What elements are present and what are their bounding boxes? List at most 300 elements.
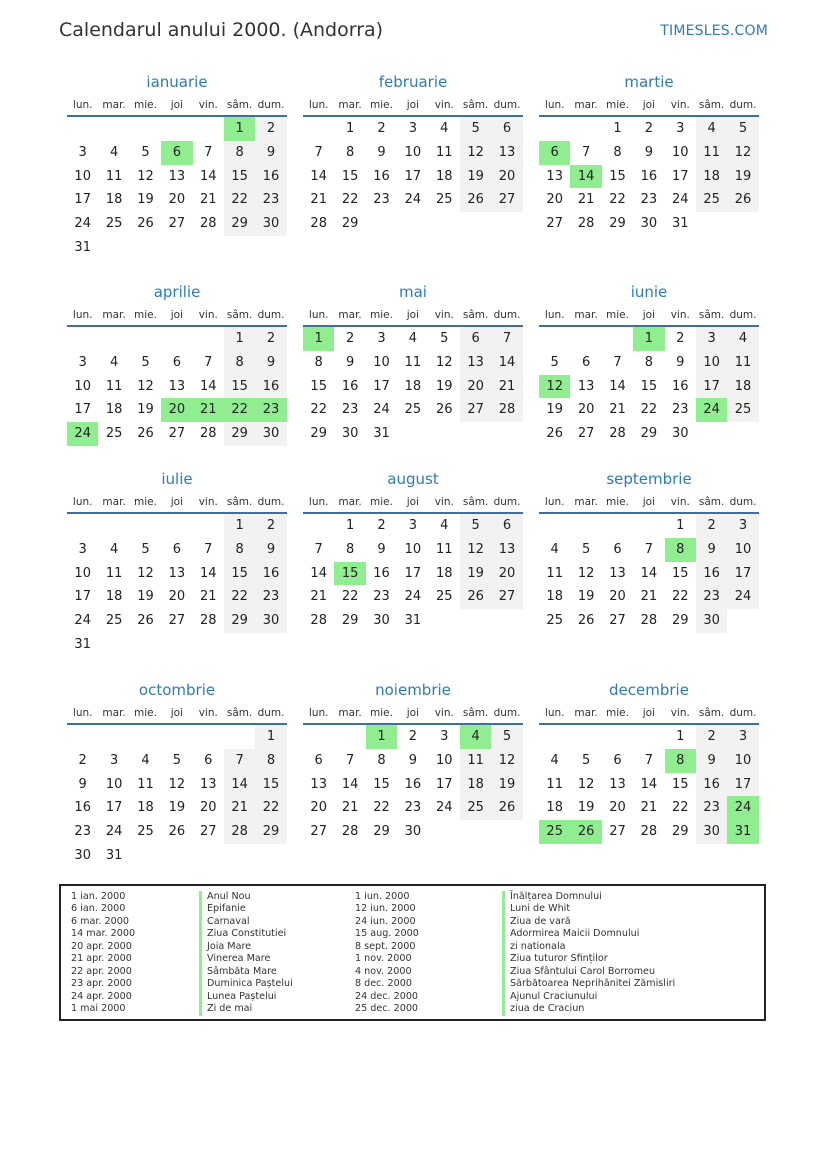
day-cell: 9 bbox=[345, 354, 355, 370]
empty-cell bbox=[727, 422, 758, 446]
empty-cell bbox=[130, 633, 161, 657]
empty-cell bbox=[98, 514, 129, 538]
empty-cell bbox=[224, 725, 255, 749]
empty-cell bbox=[98, 327, 129, 351]
day-cell: 9 bbox=[676, 354, 685, 370]
day-cell: 3 bbox=[78, 354, 87, 370]
day-grid bbox=[539, 514, 759, 633]
day-cell: 24 bbox=[105, 824, 123, 840]
day-cell: 25 bbox=[105, 216, 123, 232]
day-cell: 1 bbox=[613, 121, 622, 136]
empty-cell bbox=[429, 820, 460, 844]
day-cell: 9 bbox=[255, 141, 286, 165]
day-cell: 13 bbox=[310, 776, 327, 792]
month-2 bbox=[303, 71, 523, 236]
week-row bbox=[539, 212, 759, 236]
week-row bbox=[303, 796, 523, 820]
week-row bbox=[303, 351, 523, 375]
day-cell: 25 bbox=[137, 824, 154, 840]
day-cell: 29 bbox=[671, 824, 689, 840]
day-cell: 9 bbox=[377, 144, 386, 160]
day-cell: 31 bbox=[74, 636, 91, 652]
day-cell: 4 bbox=[440, 518, 449, 533]
day-cell: 9 bbox=[377, 541, 386, 557]
day-cell: 2 bbox=[696, 725, 727, 749]
day-cell: 8 bbox=[644, 354, 653, 370]
holiday-name: Anul Nou bbox=[199, 891, 293, 903]
weekday-label: lun. bbox=[72, 309, 93, 321]
weekday-label: lun. bbox=[72, 496, 93, 508]
site-logo[interactable]: TIMESLES.COM bbox=[660, 23, 768, 39]
day-cell: 5 bbox=[141, 354, 150, 370]
day-cell: 5 bbox=[141, 541, 150, 557]
day-cell: 2 bbox=[345, 331, 355, 346]
day-cell: 24 bbox=[67, 422, 98, 446]
day-cell: 25 bbox=[546, 613, 563, 629]
day-grid bbox=[67, 117, 287, 260]
weekday-label: sâm. bbox=[698, 707, 725, 719]
empty-cell bbox=[255, 236, 286, 260]
day-cell: 6 bbox=[161, 141, 192, 165]
month-name: octombrie bbox=[138, 681, 216, 699]
weekday-label: vin. bbox=[434, 707, 454, 719]
weekday-label: vin. bbox=[670, 707, 690, 719]
day-cell: 4 bbox=[550, 541, 559, 557]
day-cell: 27 bbox=[577, 426, 595, 442]
day-cell: 20 bbox=[577, 402, 595, 418]
empty-cell bbox=[161, 633, 192, 657]
holiday-dates-column-1 bbox=[71, 891, 135, 1016]
weekday-label: vin. bbox=[198, 309, 218, 321]
weekday-label: vin. bbox=[670, 496, 690, 508]
day-cell: 27 bbox=[460, 398, 491, 422]
weekday-label: mie. bbox=[134, 309, 157, 321]
day-cell: 10 bbox=[671, 144, 689, 160]
day-cell: 2 bbox=[676, 331, 685, 346]
day-cell: 16 bbox=[696, 562, 727, 586]
day-cell: 31 bbox=[727, 820, 758, 844]
weekday-label: lun. bbox=[544, 99, 565, 111]
holiday-date: 1 nov. 2000 bbox=[355, 953, 412, 965]
day-cell: 31 bbox=[74, 239, 91, 255]
week-row bbox=[67, 633, 287, 657]
day-grid bbox=[67, 514, 287, 657]
day-cell: 10 bbox=[105, 776, 123, 792]
day-cell: 25 bbox=[105, 613, 123, 629]
day-cell: 22 bbox=[671, 800, 689, 816]
day-cell: 6 bbox=[172, 354, 181, 370]
day-cell: 16 bbox=[74, 800, 91, 816]
day-cell: 13 bbox=[168, 565, 186, 581]
day-cell: 7 bbox=[345, 752, 355, 768]
weekday-label: mar. bbox=[574, 99, 598, 111]
day-cell: 15 bbox=[671, 565, 689, 581]
day-cell: 22 bbox=[224, 585, 255, 609]
week-row bbox=[539, 117, 759, 141]
day-cell: 15 bbox=[224, 562, 255, 586]
day-cell: 8 bbox=[224, 141, 255, 165]
holiday-name: Joia Mare bbox=[199, 941, 293, 953]
weekday-label: dum. bbox=[729, 309, 757, 321]
holiday-name: Ziua Sfântului Carol Borromeu bbox=[502, 966, 675, 978]
weekday-label: joi bbox=[406, 309, 419, 321]
week-row bbox=[303, 609, 523, 633]
day-cell: 13 bbox=[168, 378, 186, 394]
holiday-name: Vinerea Mare bbox=[199, 953, 293, 965]
day-cell: 22 bbox=[255, 796, 286, 820]
day-cell: 16 bbox=[373, 565, 390, 581]
weekday-label: mie. bbox=[606, 707, 629, 719]
weekday-label: mar. bbox=[338, 309, 362, 321]
week-row bbox=[303, 398, 523, 422]
week-row bbox=[539, 725, 759, 749]
day-cell: 7 bbox=[613, 354, 622, 370]
day-cell: 29 bbox=[224, 212, 255, 236]
empty-cell bbox=[602, 514, 633, 538]
week-row bbox=[539, 141, 759, 165]
month-name: aprilie bbox=[153, 283, 201, 301]
weekday-label: mie. bbox=[134, 496, 157, 508]
week-row bbox=[539, 188, 759, 212]
weekday-label: mar. bbox=[102, 496, 126, 508]
day-cell: 20 bbox=[546, 192, 563, 208]
day-cell: 5 bbox=[581, 752, 591, 768]
empty-cell bbox=[727, 212, 758, 236]
weekday-label: dum. bbox=[257, 309, 285, 321]
day-cell: 1 bbox=[224, 327, 255, 351]
empty-cell bbox=[633, 725, 664, 749]
day-cell: 28 bbox=[640, 613, 658, 629]
day-cell: 8 bbox=[377, 752, 386, 768]
day-cell: 21 bbox=[609, 402, 626, 418]
weekday-header bbox=[303, 703, 523, 725]
weekday-header bbox=[303, 95, 523, 117]
weekday-label: mar. bbox=[102, 309, 126, 321]
day-cell: 9 bbox=[255, 351, 286, 375]
empty-cell bbox=[130, 327, 161, 351]
week-row bbox=[67, 562, 287, 586]
holiday-date: 22 apr. 2000 bbox=[71, 965, 132, 977]
holiday-date: 15 aug. 2000 bbox=[355, 928, 419, 940]
week-row bbox=[67, 796, 287, 820]
day-cell: 15 bbox=[373, 776, 390, 792]
day-cell: 10 bbox=[74, 168, 91, 184]
week-row bbox=[539, 585, 759, 609]
day-cell: 3 bbox=[676, 121, 685, 136]
holiday-date: 24 iun. 2000 bbox=[355, 915, 416, 927]
weekday-label: joi bbox=[406, 99, 419, 111]
day-cell: 6 bbox=[314, 752, 323, 768]
day-cell: 10 bbox=[696, 351, 727, 375]
day-cell: 18 bbox=[696, 165, 727, 189]
weekday-label: dum. bbox=[729, 496, 757, 508]
empty-cell bbox=[255, 844, 286, 868]
day-cell: 27 bbox=[491, 188, 522, 212]
day-cell: 19 bbox=[577, 800, 595, 816]
weekday-label: mar. bbox=[338, 496, 362, 508]
empty-cell bbox=[633, 514, 664, 538]
day-cell: 11 bbox=[137, 776, 154, 792]
day-cell: 18 bbox=[404, 378, 422, 394]
empty-cell bbox=[193, 327, 224, 351]
day-cell: 10 bbox=[727, 749, 758, 773]
day-cell: 2 bbox=[78, 752, 87, 768]
empty-cell bbox=[130, 236, 161, 260]
day-cell: 4 bbox=[460, 725, 491, 749]
day-cell: 9 bbox=[644, 144, 653, 160]
holiday-date: 4 nov. 2000 bbox=[355, 965, 412, 977]
empty-cell bbox=[602, 725, 633, 749]
day-cell: 24 bbox=[435, 800, 453, 816]
day-cell: 21 bbox=[199, 589, 217, 605]
weekday-label: joi bbox=[642, 99, 655, 111]
day-cell: 19 bbox=[727, 165, 758, 189]
weekday-header bbox=[539, 703, 759, 725]
day-cell: 19 bbox=[577, 589, 595, 605]
day-cell: 12 bbox=[577, 565, 595, 581]
weekday-label: joi bbox=[642, 707, 655, 719]
week-row bbox=[67, 773, 287, 797]
weekday-label: mar. bbox=[102, 99, 126, 111]
day-cell: 29 bbox=[310, 426, 327, 442]
day-cell: 26 bbox=[137, 613, 154, 629]
weekday-label: vin. bbox=[434, 496, 454, 508]
empty-cell bbox=[98, 117, 129, 141]
day-cell: 23 bbox=[404, 800, 422, 816]
day-cell: 29 bbox=[341, 216, 359, 232]
weekday-label: joi bbox=[406, 707, 419, 719]
day-cell: 3 bbox=[408, 518, 417, 533]
day-cell: 29 bbox=[255, 820, 286, 844]
day-cell: 7 bbox=[204, 354, 213, 370]
day-cell: 14 bbox=[310, 565, 327, 581]
week-row bbox=[539, 820, 759, 844]
day-cell: 14 bbox=[609, 378, 626, 394]
day-cell: 17 bbox=[727, 562, 758, 586]
day-cell: 18 bbox=[105, 589, 123, 605]
day-cell: 11 bbox=[105, 168, 123, 184]
day-cell: 23 bbox=[696, 796, 727, 820]
empty-cell bbox=[696, 212, 727, 236]
empty-cell bbox=[67, 725, 98, 749]
weekday-label: mar. bbox=[338, 99, 362, 111]
month-name: februarie bbox=[378, 73, 448, 91]
day-cell: 2 bbox=[377, 121, 386, 136]
empty-cell bbox=[460, 820, 491, 844]
week-row bbox=[67, 609, 287, 633]
day-cell: 5 bbox=[172, 752, 181, 768]
day-cell: 12 bbox=[137, 168, 154, 184]
day-cell: 19 bbox=[460, 562, 491, 586]
day-cell: 9 bbox=[696, 749, 727, 773]
month-name: august bbox=[387, 470, 439, 488]
weekday-label: sâm. bbox=[226, 707, 253, 719]
holiday-date: 1 iun. 2000 bbox=[355, 891, 410, 902]
weekday-label: mie. bbox=[606, 309, 629, 321]
day-cell: 25 bbox=[696, 188, 727, 212]
day-cell: 14 bbox=[224, 773, 255, 797]
week-row bbox=[67, 117, 287, 141]
day-cell: 15 bbox=[341, 168, 359, 184]
day-cell: 30 bbox=[74, 847, 91, 863]
day-cell: 14 bbox=[199, 565, 217, 581]
day-cell: 10 bbox=[404, 541, 422, 557]
holiday-names-column-2 bbox=[502, 891, 675, 1016]
empty-cell bbox=[303, 725, 334, 749]
weekday-label: joi bbox=[642, 309, 655, 321]
day-cell: 22 bbox=[609, 192, 626, 208]
empty-cell bbox=[193, 844, 224, 868]
empty-cell bbox=[130, 514, 161, 538]
weekday-label: vin. bbox=[670, 309, 690, 321]
day-cell: 30 bbox=[341, 426, 359, 442]
day-cell: 12 bbox=[727, 141, 758, 165]
day-cell: 27 bbox=[168, 613, 186, 629]
day-cell: 28 bbox=[577, 216, 595, 232]
week-row bbox=[539, 165, 759, 189]
day-cell: 2 bbox=[255, 327, 286, 351]
empty-cell bbox=[193, 633, 224, 657]
day-grid bbox=[539, 117, 759, 236]
day-cell: 21 bbox=[224, 796, 255, 820]
day-cell: 20 bbox=[460, 375, 491, 399]
day-cell: 4 bbox=[408, 331, 417, 346]
empty-cell bbox=[193, 725, 224, 749]
day-cell: 5 bbox=[141, 144, 150, 160]
day-cell: 17 bbox=[373, 378, 390, 394]
weekday-label: lun. bbox=[544, 309, 565, 321]
holiday-name: zi nationala bbox=[502, 941, 675, 953]
day-cell: 23 bbox=[255, 585, 286, 609]
day-cell: 10 bbox=[404, 144, 422, 160]
day-cell: 28 bbox=[199, 426, 217, 442]
month-11 bbox=[303, 679, 523, 844]
day-cell: 30 bbox=[255, 422, 286, 446]
weekday-header bbox=[67, 492, 287, 514]
empty-cell bbox=[224, 236, 255, 260]
day-cell: 17 bbox=[404, 168, 422, 184]
weekday-label: joi bbox=[170, 707, 183, 719]
day-cell: 28 bbox=[491, 398, 522, 422]
holiday-date: 8 sept. 2000 bbox=[355, 940, 416, 952]
holiday-date: 24 dec. 2000 bbox=[355, 990, 419, 1002]
week-row bbox=[303, 514, 523, 538]
page-title: Calendarul anului 2000. (Andorra) bbox=[59, 19, 384, 41]
day-cell: 1 bbox=[345, 121, 355, 136]
empty-cell bbox=[460, 212, 491, 236]
day-cell: 29 bbox=[373, 824, 390, 840]
week-row bbox=[67, 422, 287, 446]
empty-cell bbox=[130, 725, 161, 749]
day-cell: 20 bbox=[199, 800, 217, 816]
week-row bbox=[303, 538, 523, 562]
day-cell: 3 bbox=[109, 752, 119, 768]
day-cell: 6 bbox=[460, 327, 491, 351]
weekday-label: mar. bbox=[102, 707, 126, 719]
day-cell: 14 bbox=[199, 168, 217, 184]
day-cell: 23 bbox=[696, 585, 727, 609]
day-cell: 27 bbox=[491, 585, 522, 609]
holiday-name: Sărbătoarea Neprihănitei Zămisliri bbox=[502, 978, 675, 990]
day-cell: 27 bbox=[168, 216, 186, 232]
month-5 bbox=[303, 281, 523, 446]
empty-cell bbox=[67, 514, 98, 538]
day-cell: 26 bbox=[727, 188, 758, 212]
day-grid bbox=[303, 725, 523, 844]
holiday-name: Ajunul Craciunului bbox=[502, 991, 675, 1003]
empty-cell bbox=[570, 117, 601, 141]
holiday-names-column-1 bbox=[199, 891, 293, 1016]
empty-cell bbox=[98, 236, 129, 260]
month-3 bbox=[539, 71, 759, 236]
day-cell: 17 bbox=[671, 168, 689, 184]
day-cell: 22 bbox=[224, 188, 255, 212]
empty-cell bbox=[130, 844, 161, 868]
day-cell: 20 bbox=[161, 398, 192, 422]
week-row bbox=[303, 820, 523, 844]
day-cell: 11 bbox=[546, 776, 563, 792]
day-cell: 25 bbox=[539, 820, 570, 844]
day-cell: 16 bbox=[373, 168, 390, 184]
weekday-label: sâm. bbox=[226, 496, 253, 508]
holiday-date: 12 iun. 2000 bbox=[355, 903, 416, 915]
weekday-label: mar. bbox=[338, 707, 362, 719]
day-cell: 3 bbox=[440, 729, 449, 744]
week-row bbox=[539, 398, 759, 422]
month-name: mai bbox=[399, 283, 427, 301]
day-cell: 26 bbox=[137, 216, 154, 232]
day-cell: 14 bbox=[640, 776, 658, 792]
day-cell: 14 bbox=[640, 565, 658, 581]
day-cell: 16 bbox=[696, 773, 727, 797]
empty-cell bbox=[224, 633, 255, 657]
week-row bbox=[67, 375, 287, 399]
day-cell: 8 bbox=[255, 749, 286, 773]
empty-cell bbox=[570, 514, 601, 538]
day-cell: 16 bbox=[255, 562, 286, 586]
week-row bbox=[539, 749, 759, 773]
empty-cell bbox=[460, 422, 491, 446]
holiday-date: 1 ian. 2000 bbox=[71, 891, 126, 902]
day-cell: 30 bbox=[404, 824, 422, 840]
day-cell: 13 bbox=[168, 168, 186, 184]
empty-cell bbox=[303, 514, 334, 538]
month-1 bbox=[67, 71, 287, 260]
day-cell: 15 bbox=[334, 562, 365, 586]
weekday-label: mie. bbox=[134, 707, 157, 719]
day-grid bbox=[303, 514, 523, 633]
empty-cell bbox=[161, 117, 192, 141]
day-cell: 2 bbox=[644, 121, 653, 136]
day-cell: 8 bbox=[345, 541, 355, 557]
weekday-header bbox=[67, 95, 287, 117]
day-cell: 20 bbox=[310, 800, 327, 816]
day-cell: 13 bbox=[199, 776, 217, 792]
day-cell: 11 bbox=[546, 565, 563, 581]
month-name: martie bbox=[624, 73, 674, 91]
weekday-label: dum. bbox=[257, 496, 285, 508]
day-cell: 31 bbox=[373, 426, 390, 442]
week-row bbox=[67, 212, 287, 236]
day-cell: 23 bbox=[341, 402, 359, 418]
day-cell: 12 bbox=[491, 749, 522, 773]
weekday-label: sâm. bbox=[698, 309, 725, 321]
day-cell: 17 bbox=[727, 773, 758, 797]
day-cell: 1 bbox=[345, 518, 355, 533]
day-cell: 13 bbox=[491, 538, 522, 562]
empty-cell bbox=[193, 236, 224, 260]
day-cell: 15 bbox=[671, 776, 689, 792]
